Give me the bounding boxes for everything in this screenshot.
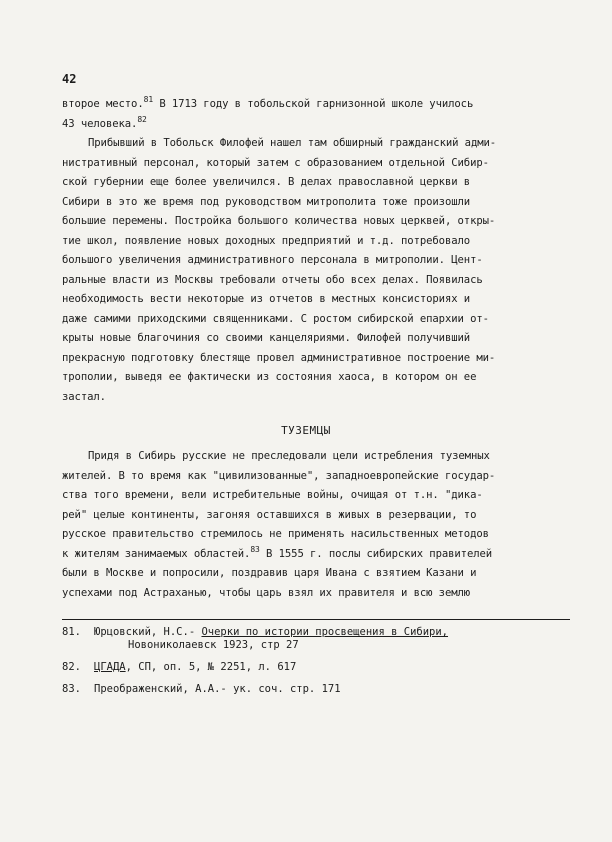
footnotes <box>62 626 562 705</box>
text-run: большие перемены. Постройка большого количества новых церквей, откры- <box>62 215 496 227</box>
text-run: прекрасную подготовку блестяще провел административное построение ми- <box>62 351 496 364</box>
footnote-rest: , СП, оп. 5, № 2251, л. 617 <box>125 661 297 673</box>
text-run: необходимость вести некоторые из отчетов в местных консисториях и <box>62 293 471 305</box>
text-line <box>62 486 558 506</box>
text-run: успехами под Астраханью, чтобы царь взял их правителя и всю землю <box>62 586 471 599</box>
text-run: большого увеличения административного персонала в митрополии. Цент- <box>62 254 483 266</box>
text-run: нистративный персонал, который затем с образованием отдельной Сибир- <box>62 156 489 169</box>
footnote-title: ЦГАДА <box>94 661 126 673</box>
text-run: рей" целые континенты, загоняя оставшихся в живых в резервации, то <box>62 508 477 521</box>
text-run: тие школ, появление новых доходных предприятий и т.д. потребовало <box>62 234 471 247</box>
section-heading: ТУЗЕМЦЫ <box>281 424 331 437</box>
text-line <box>62 232 558 252</box>
text-run: крыты новые благочиния со своими канцеляриями. Филофей получивший <box>62 332 471 344</box>
text-line <box>62 584 558 604</box>
text-line <box>62 388 558 408</box>
text-line <box>62 564 558 584</box>
footnote-number: 81. <box>62 626 81 638</box>
footnote-author: Преображенский, А.А.- ук. соч. стр. 171 <box>94 683 341 695</box>
text-run: Прибывший в Тобольск Филофей нашел там обширный гражданский адми- <box>88 137 497 149</box>
footnote-number: 83. <box>62 683 81 695</box>
text-run: русское правительство стремилось не применять насильственных методов <box>62 528 489 540</box>
text-run: даже самими приходскими священниками. С ростом сибирской епархии от- <box>62 312 489 325</box>
text-line <box>62 329 558 349</box>
text-run: Придя в Сибирь русские не преследовали цели истребления туземных <box>88 450 490 462</box>
footnote-number: 82. <box>62 661 81 673</box>
footnote-item <box>62 626 562 652</box>
text-run: к жителям занимаемых областей. <box>62 547 251 560</box>
text-line <box>62 525 558 545</box>
text-run: ской губернии еще более увеличился. В делах православной церкви в <box>62 176 471 188</box>
text-line <box>62 212 558 232</box>
text-run: 43 человека. <box>62 117 138 130</box>
text-line <box>62 115 558 135</box>
text-run: ства того времени, вели истребительные войны, очищая от т.н. "дика- <box>62 489 483 501</box>
text-line <box>62 447 558 467</box>
text-line <box>62 271 558 291</box>
text-run: Сибири в это же время под руководством митрополита тоже произошли <box>62 195 471 208</box>
text-line <box>62 134 558 154</box>
text-line <box>62 467 558 487</box>
footnote-divider <box>62 619 570 620</box>
body-text-upper <box>62 95 558 407</box>
text-run: В 1713 году в тобольской гарнизонной школе училось <box>153 98 474 110</box>
text-run: трополии, выведя ее фактически из состояния хаоса, в котором он ее <box>62 371 477 383</box>
text-line <box>62 349 558 369</box>
footnote-item <box>62 683 562 696</box>
page-number: 42 <box>62 72 77 86</box>
text-run: ральные власти из Москвы требовали отчеты обо всех делах. Появилась <box>62 273 483 286</box>
text-run: второе место. <box>62 98 144 110</box>
text-line <box>62 545 558 565</box>
footnote-item <box>62 661 562 674</box>
text-line <box>62 193 558 213</box>
text-line <box>62 251 558 271</box>
text-line <box>62 368 558 388</box>
text-run: застал. <box>62 390 106 403</box>
footnote-author: Юрцовский, Н.С.- <box>94 626 202 638</box>
footnote-ref: 82 <box>137 114 147 124</box>
text-run: В 1555 г. послы сибирских правителей <box>259 547 493 560</box>
body-text-lower <box>62 447 558 603</box>
text-line <box>62 173 558 193</box>
text-line <box>62 506 558 526</box>
text-line <box>62 154 558 174</box>
footnote-title: Очерки по истории просвещения в Сибири, <box>201 626 449 638</box>
text-line <box>62 310 558 330</box>
footnote-ref: 83 <box>250 544 260 554</box>
text-run: жителей. В то время как "цивилизованные", западноевропейские государ- <box>62 469 496 482</box>
text-run: были в Москве и попросили, поздравив царя Ивана с взятием Казани и <box>62 567 477 579</box>
footnote-ref: 81 <box>143 95 154 104</box>
text-line <box>62 95 558 115</box>
text-line <box>62 290 558 310</box>
footnote-continuation: Новониколаевск 1923, стр 27 <box>128 639 299 651</box>
